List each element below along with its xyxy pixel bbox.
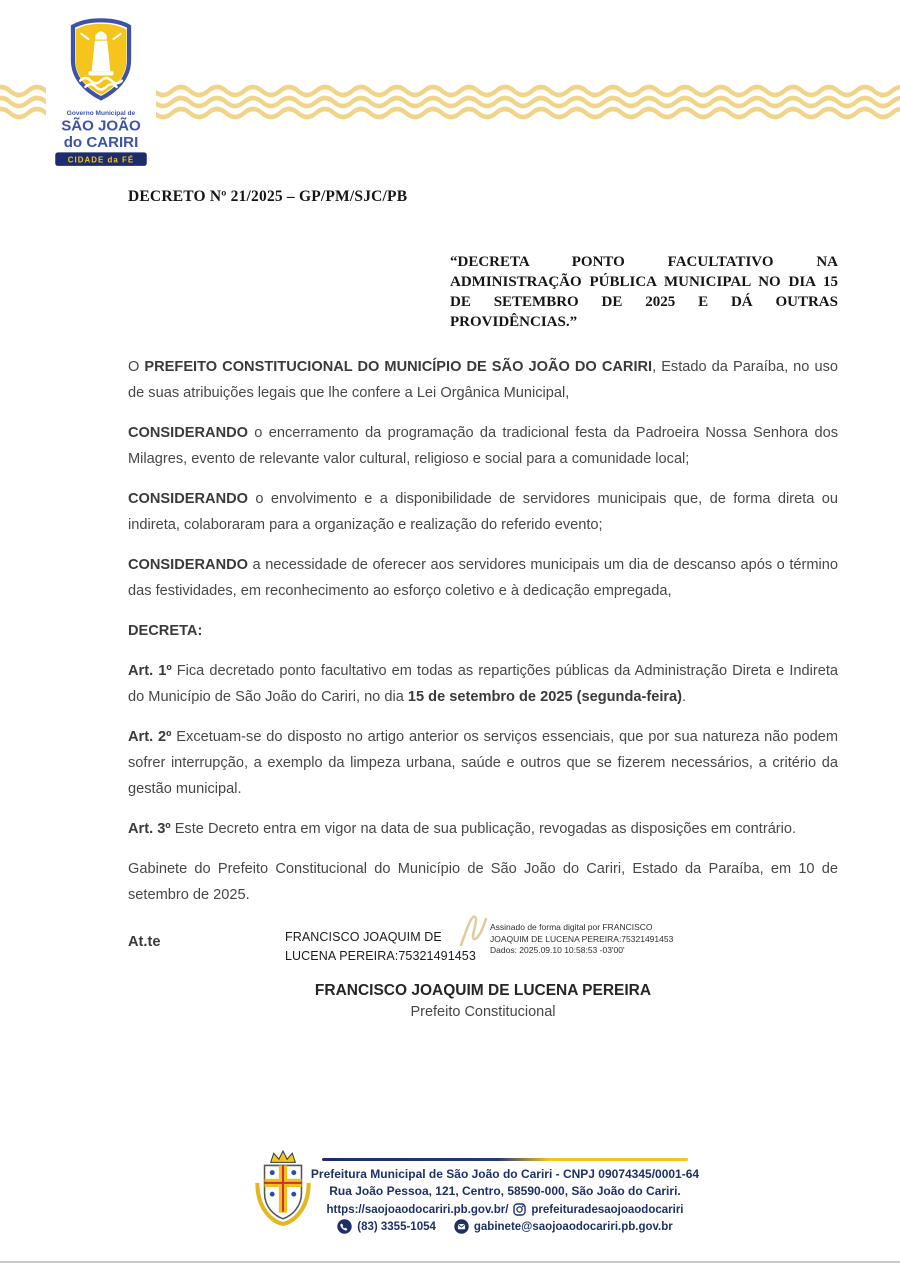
digital-cert-name <box>285 928 476 966</box>
municipal-logo-graphic <box>49 12 153 168</box>
logo-city-line2: do CARIRI <box>63 134 139 152</box>
footer-web-row <box>310 1203 700 1216</box>
decree-epigraph: “DECRETA PONTO FACULTATIVO NA ADMINISTRAÇÃO PÚBLICA MUNICIPAL NO DIA 15 DE SETEMBRO DE 2025 E DÁ OUTRAS PROVIDÊNCIAS.” <box>450 254 838 330</box>
page-footer <box>0 1146 900 1256</box>
footer-instagram-handle: prefeituradesaojoaodocariri <box>531 1203 684 1216</box>
cert-name-line1: FRANCISCO JOAQUIM DE <box>285 930 442 944</box>
footer-text <box>310 1166 700 1234</box>
digital-signature-note <box>490 922 700 957</box>
email-icon <box>454 1219 469 1234</box>
cert-name-line2: LUCENA PEREIRA:75321491453 <box>285 949 476 963</box>
page-bottom-edge <box>0 1261 900 1263</box>
phone-icon <box>337 1219 352 1234</box>
logo-city-line1: SÃO JOÃO <box>61 117 141 135</box>
signer-role: Prefeito Constitucional <box>410 1004 556 1020</box>
coat-of-arms <box>252 1148 314 1226</box>
decree-paragraph: Art. 3º Este Decreto entra em vigor na data de sua publicação, revogadas as disposições em contrário. <box>128 821 797 837</box>
footer-divider <box>322 1158 688 1161</box>
footer-contact-row <box>310 1219 700 1234</box>
signature-flourish-icon <box>458 910 488 952</box>
closing-salutation: At.te <box>128 934 161 950</box>
decree-title: DECRETO Nº 21/2025 – GP/PM/SJC/PB <box>128 188 408 205</box>
footer-email: gabinete@saojoaodocariri.pb.gov.br <box>473 1220 673 1233</box>
decree-paragraph: CONSIDERANDO o envolvimento e a disponibilidade de servidores municipais que, de forma direta ou indireta, colaboraram para a organização e realização do referido evento; <box>128 491 838 533</box>
footer-phone: (83) 3355-1054 <box>357 1220 436 1233</box>
decree-paragraph: CONSIDERANDO o encerramento da programação da tradicional festa da Padroeira Nossa Senhora dos Milagres, evento de relevante valor cultural, religioso e social para a comunidade local; <box>128 425 838 467</box>
municipal-logo <box>46 12 156 173</box>
instagram-icon <box>513 1203 526 1216</box>
decree-paragraph: Gabinete do Prefeito Constitucional do Município de São João do Cariri, Estado da Paraíba, em 10 de setembro de 2025. <box>128 861 838 903</box>
decree-paragraph: Art. 1º Fica decretado ponto facultativo em todas as repartições públicas da Administração Direta e Indireta do Município de São João do Cariri, no dia 15 de setembro de 2025 (segunda-feira). <box>128 663 838 705</box>
signer-name: FRANCISCO JOAQUIM DE LUCENA PEREIRA <box>314 982 652 999</box>
signature-note-line1: Assinado de forma digital por FRANCISCO <box>490 922 653 932</box>
signature-block <box>128 924 838 976</box>
logo-banner-label: CIDADE da FÉ <box>67 155 135 165</box>
decree-paragraph: DECRETA: <box>128 623 203 639</box>
signature-note-line3: Dados: 2025.09.10 10:58:53 -03'00' <box>490 945 625 955</box>
decree-body <box>128 354 838 908</box>
decree-document <box>128 188 838 1020</box>
decree-paragraph: CONSIDERANDO a necessidade de oferecer aos servidores municipais um dia de descanso após o término das festividades, em reconhecimento ao esforço coletivo e à dedicação empregada, <box>128 557 838 599</box>
decree-paragraph: Art. 2º Excetuam-se do disposto no artigo anterior os serviços essenciais, que por sua natureza não podem sofrer interrupção, a exemplo da limpeza urbana, saúde e outros que se fizerem necessários, a critério da gestão municipal. <box>128 729 838 797</box>
logo-gov-label: Governo Municipal de <box>66 109 136 117</box>
footer-org-line: Prefeitura Municipal de São João do Cariri - CNPJ 09074345/0001-64 <box>310 1167 700 1181</box>
footer-address-line: Rua João Pessoa, 121, Centro, 58590-000, São João do Cariri. <box>329 1184 681 1198</box>
decree-paragraph: O PREFEITO CONSTITUCIONAL DO MUNICÍPIO DE SÃO JOÃO DO CARIRI, Estado da Paraíba, no uso de suas atribuições legais que lhe confere a Lei Orgânica Municipal, <box>128 359 838 401</box>
footer-website: https://saojoaodocariri.pb.gov.br/ <box>326 1203 509 1216</box>
crest-crown <box>271 1151 296 1162</box>
signature-note-line2: JOAQUIM DE LUCENA PEREIRA:75321491453 <box>490 933 674 944</box>
